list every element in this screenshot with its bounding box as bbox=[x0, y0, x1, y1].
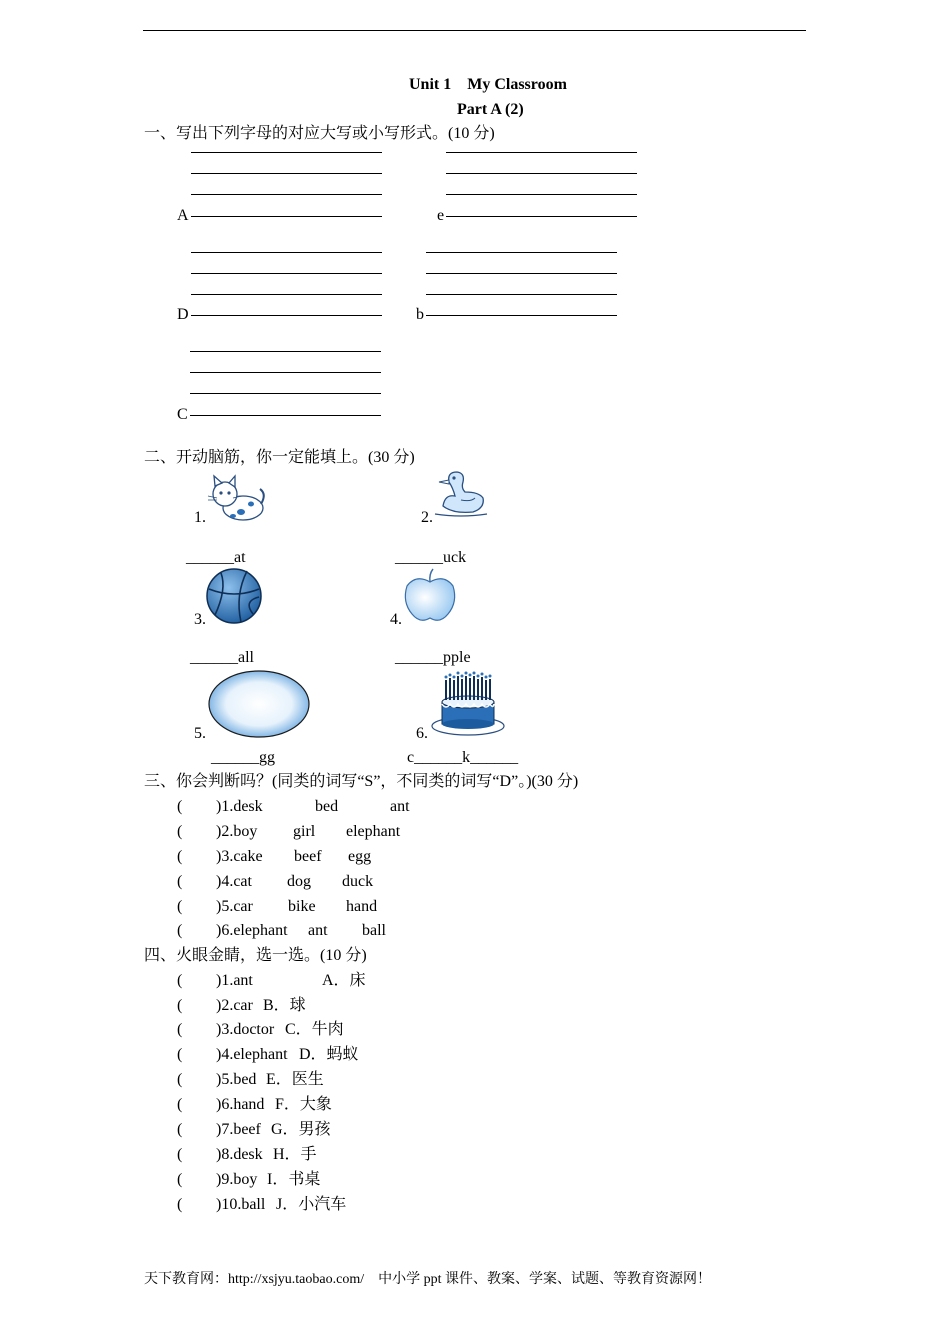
match-word: )10.ball bbox=[216, 1196, 266, 1213]
item-number: 6. bbox=[416, 725, 428, 742]
item-number: 5. bbox=[194, 725, 206, 742]
header-rule bbox=[143, 30, 806, 31]
match-word: )5.bed bbox=[216, 1071, 257, 1088]
answer-paren: ( bbox=[177, 1121, 183, 1138]
egg-icon bbox=[207, 669, 311, 739]
fill-blank: c______k______ bbox=[407, 749, 519, 766]
fill-blank: ______all bbox=[190, 649, 254, 666]
writing-line bbox=[191, 216, 382, 217]
section3-heading: 三、你会判断吗？(同类的词写“S”，不同类的词写“D”。)(30 分) bbox=[144, 773, 579, 790]
item-number: 4. bbox=[390, 611, 402, 628]
match-word: )3.doctor bbox=[216, 1021, 275, 1038]
writing-line bbox=[190, 393, 381, 394]
match-option: C．牛肉 bbox=[285, 1021, 344, 1038]
match-option: H．手 bbox=[273, 1146, 317, 1163]
answer-paren: ( bbox=[177, 1096, 183, 1113]
writing-line bbox=[191, 252, 382, 253]
word: hand bbox=[346, 898, 378, 915]
word: duck bbox=[342, 873, 374, 890]
writing-line bbox=[446, 152, 637, 153]
answer-paren: ( bbox=[177, 873, 183, 890]
match-word: )6.hand bbox=[216, 1096, 265, 1113]
section1-heading: 一、写出下列字母的对应大写或小写形式。(10 分) bbox=[144, 125, 495, 142]
answer-paren: ( bbox=[177, 798, 183, 815]
fill-blank: ______gg bbox=[211, 749, 275, 766]
word: girl bbox=[293, 823, 316, 840]
writing-line bbox=[191, 194, 382, 195]
word: )3.cake bbox=[216, 848, 263, 865]
item-number: 3. bbox=[194, 611, 206, 628]
writing-line bbox=[190, 415, 381, 416]
letter-prompt: b bbox=[416, 306, 424, 323]
word: ant bbox=[390, 798, 410, 815]
word: elephant bbox=[346, 823, 401, 840]
word: egg bbox=[348, 848, 372, 865]
writing-line bbox=[191, 273, 382, 274]
letter-prompt: A bbox=[177, 207, 189, 224]
match-option: J．小汽车 bbox=[276, 1196, 347, 1213]
answer-paren: ( bbox=[177, 1171, 183, 1188]
fill-blank: ______uck bbox=[395, 549, 467, 566]
letter-prompt: e bbox=[437, 207, 445, 224]
answer-paren: ( bbox=[177, 1046, 183, 1063]
fill-blank: ______pple bbox=[395, 649, 471, 666]
writing-line bbox=[191, 294, 382, 295]
answer-paren: ( bbox=[177, 1196, 183, 1213]
word: )4.cat bbox=[216, 873, 252, 890]
word: )1.desk bbox=[216, 798, 263, 815]
match-word: )2.car bbox=[216, 997, 253, 1014]
answer-paren: ( bbox=[177, 922, 183, 939]
duck-icon bbox=[433, 468, 489, 522]
match-word: )7.beef bbox=[216, 1121, 261, 1138]
page-footer: 天下教育网：http://xsjyu.taobao.com/ 中小学 ppt 课件、教案、学案、试题、等教育资源网！ bbox=[144, 1272, 711, 1287]
answer-paren: ( bbox=[177, 1146, 183, 1163]
word: bed bbox=[315, 798, 339, 815]
ball-icon bbox=[205, 567, 263, 625]
page-title: Unit 1 My Classroom bbox=[409, 76, 567, 93]
writing-line bbox=[191, 315, 382, 316]
item-number: 1. bbox=[194, 509, 206, 526]
match-option: B．球 bbox=[263, 997, 306, 1014]
answer-paren: ( bbox=[177, 1021, 183, 1038]
writing-line bbox=[446, 173, 637, 174]
writing-line bbox=[426, 294, 617, 295]
letter-prompt: C bbox=[177, 406, 188, 423]
fill-blank: ______at bbox=[186, 549, 246, 566]
match-word: )8.desk bbox=[216, 1146, 263, 1163]
answer-paren: ( bbox=[177, 997, 183, 1014]
word: beef bbox=[294, 848, 322, 865]
writing-line bbox=[446, 216, 637, 217]
item-number: 2. bbox=[421, 509, 433, 526]
match-option: A．床 bbox=[322, 972, 366, 989]
writing-line bbox=[446, 194, 637, 195]
writing-line bbox=[191, 152, 382, 153]
writing-line bbox=[190, 372, 381, 373]
word: )5.car bbox=[216, 898, 253, 915]
page-subtitle: Part A (2) bbox=[457, 101, 524, 118]
match-option: G．男孩 bbox=[271, 1121, 331, 1138]
word: ant bbox=[308, 922, 328, 939]
section4-heading: 四、火眼金睛，选一选。(10 分) bbox=[144, 947, 367, 964]
match-option: E．医生 bbox=[266, 1071, 324, 1088]
word: )6.elephant bbox=[216, 922, 288, 939]
word: bike bbox=[288, 898, 316, 915]
writing-line bbox=[190, 351, 381, 352]
cat-icon bbox=[205, 474, 267, 524]
word: ball bbox=[362, 922, 386, 939]
writing-line bbox=[426, 315, 617, 316]
word: )2.boy bbox=[216, 823, 258, 840]
cake-icon bbox=[430, 670, 506, 738]
answer-paren: ( bbox=[177, 823, 183, 840]
match-option: I．书桌 bbox=[267, 1171, 321, 1188]
answer-paren: ( bbox=[177, 898, 183, 915]
match-option: F．大象 bbox=[275, 1096, 332, 1113]
writing-line bbox=[426, 252, 617, 253]
letter-prompt: D bbox=[177, 306, 189, 323]
match-word: )9.boy bbox=[216, 1171, 258, 1188]
answer-paren: ( bbox=[177, 1071, 183, 1088]
answer-paren: ( bbox=[177, 848, 183, 865]
writing-line bbox=[191, 173, 382, 174]
word: dog bbox=[287, 873, 311, 890]
writing-line bbox=[426, 273, 617, 274]
answer-paren: ( bbox=[177, 972, 183, 989]
apple-icon bbox=[402, 568, 458, 624]
match-option: D．蚂蚁 bbox=[299, 1046, 359, 1063]
section2-heading: 二、开动脑筋，你一定能填上。(30 分) bbox=[144, 449, 415, 466]
match-word: )4.elephant bbox=[216, 1046, 288, 1063]
match-word: )1.ant bbox=[216, 972, 253, 989]
